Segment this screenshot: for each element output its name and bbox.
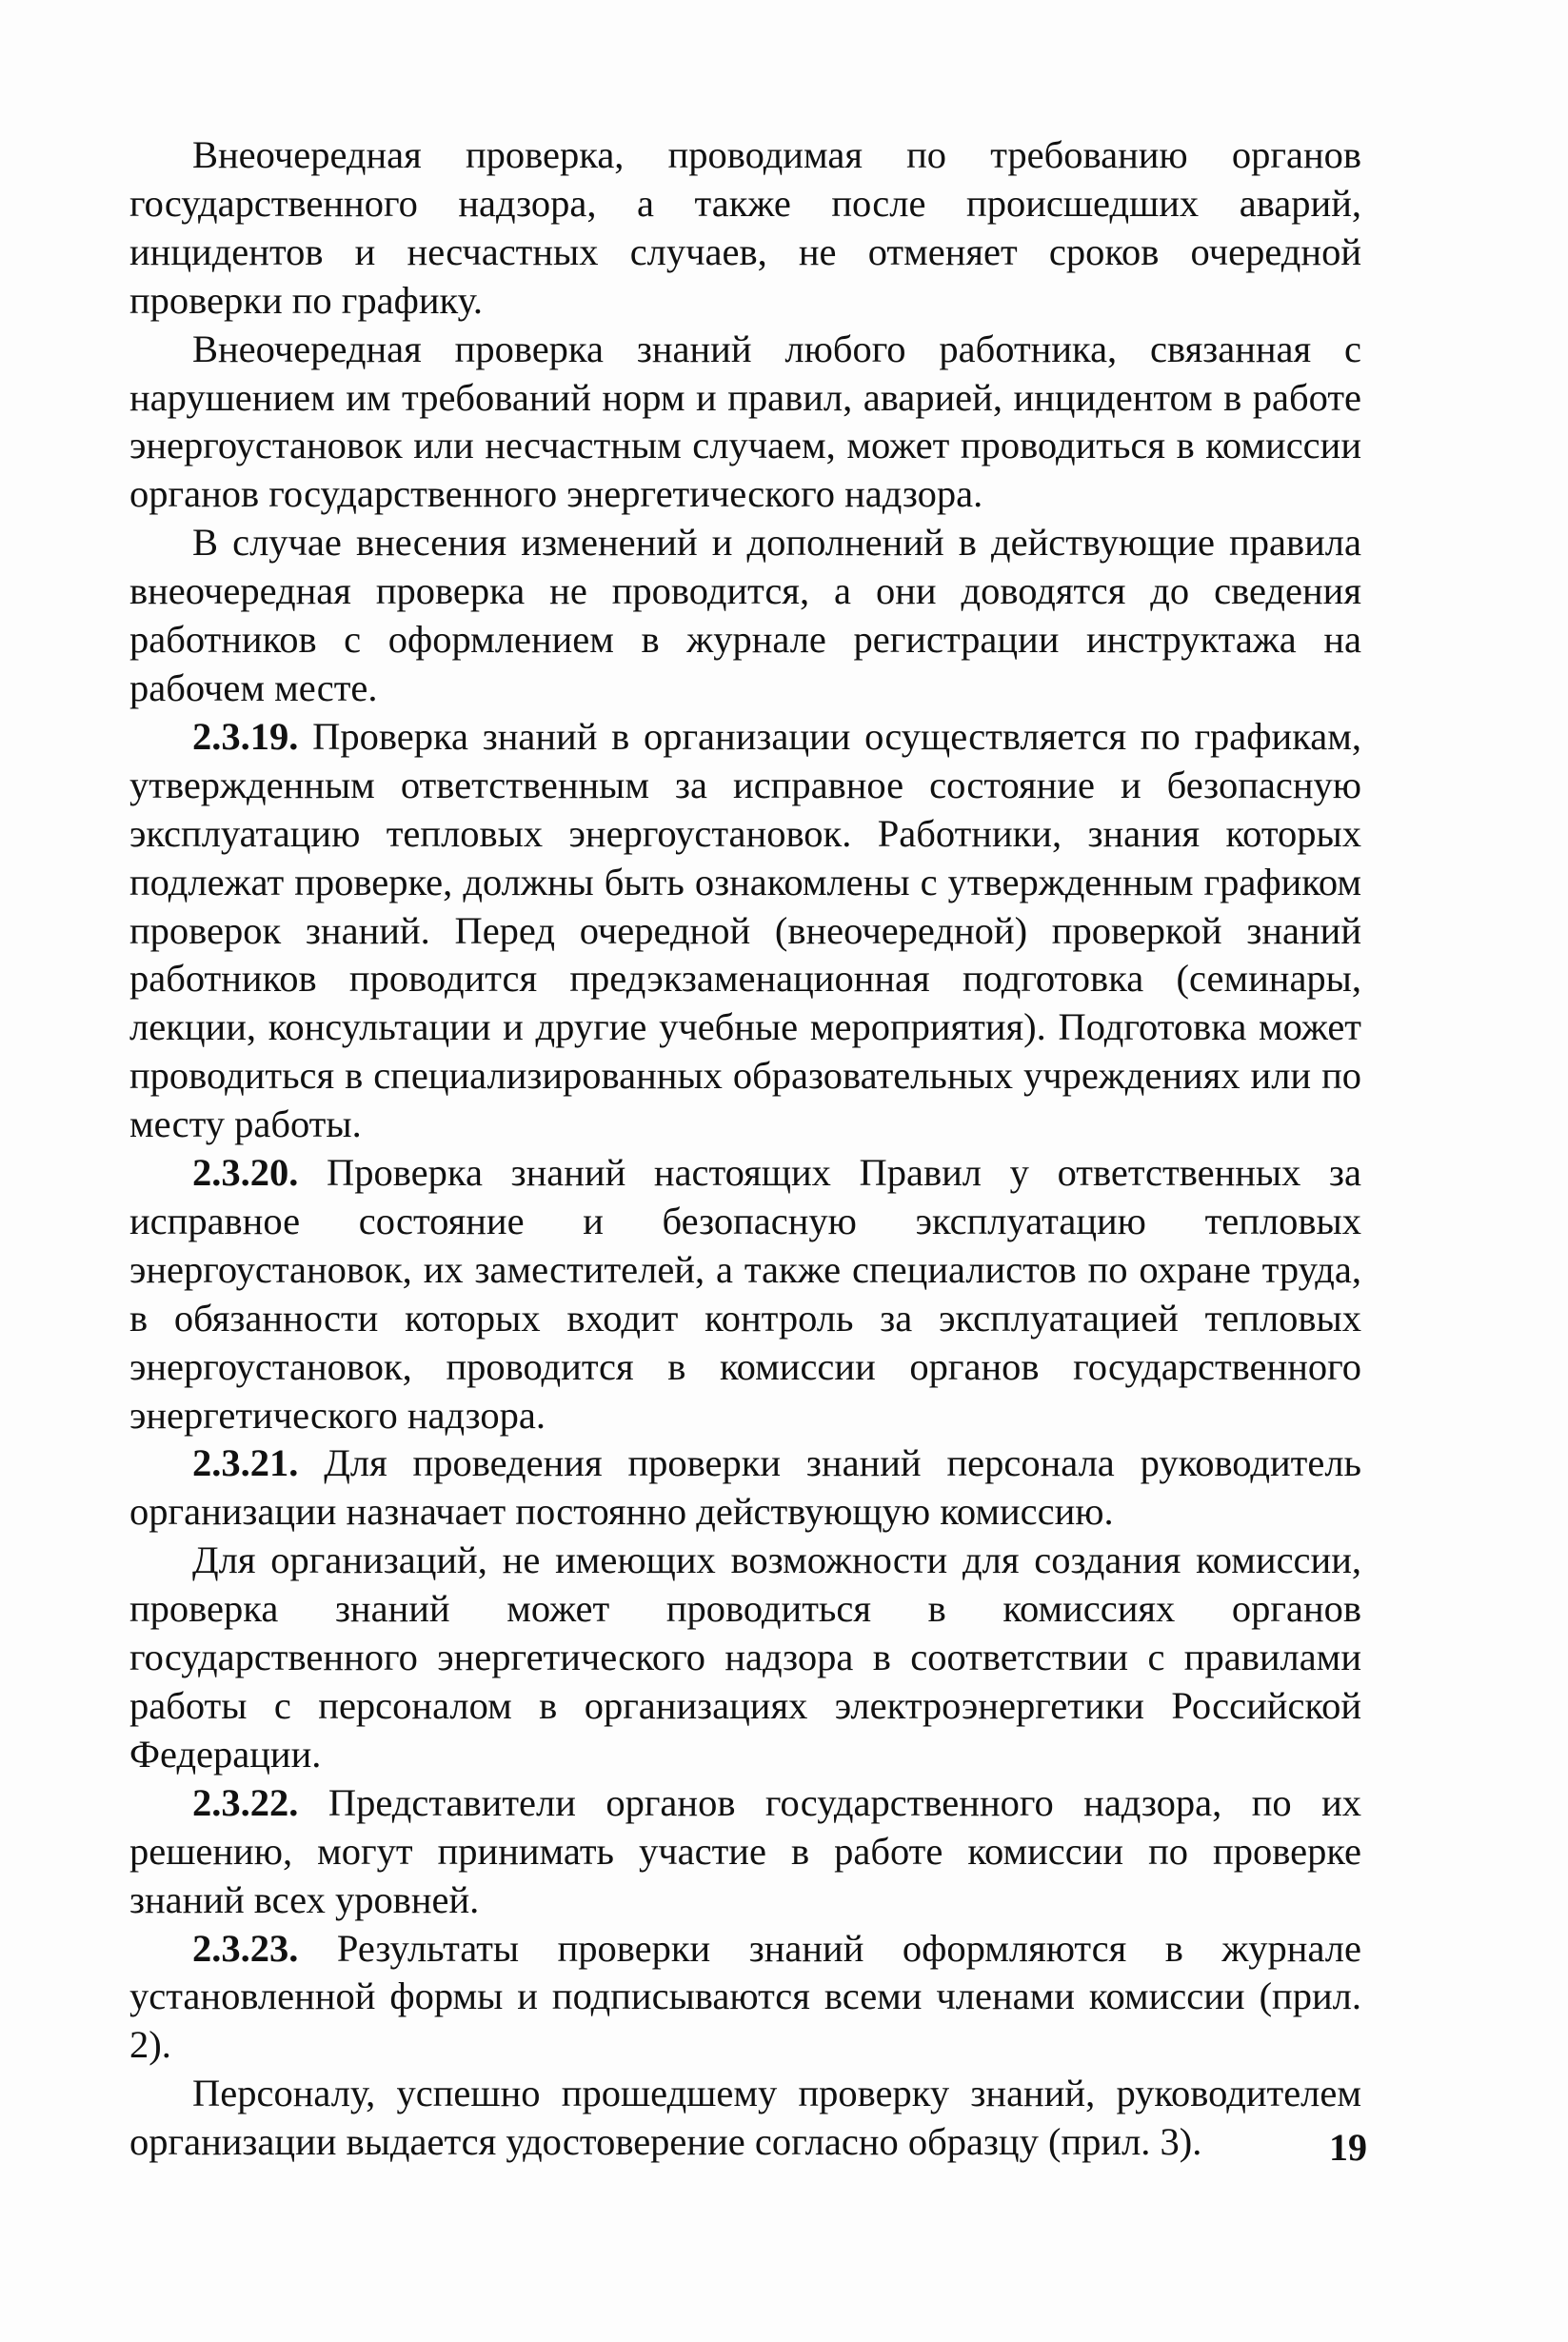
paragraph [129,1925,1361,2071]
page-number: 19 [1329,2126,1367,2169]
paragraph-text: Представители органов государственного надзора, по их решению, могут принимать участие в работе комиссии по проверке знаний всех уровней. [129,1780,1362,1921]
paragraph-text: Внеочередная проверка знаний любого работника, связанная с нарушением им требований норм и правил, аварией, инцидентом в работе энергоустановок или несчастным случаем, может проводиться в комиссии органов государственного энергетического надзора. [129,327,1361,516]
paragraph-text: Персоналу, успешно прошедшему проверку знаний, руководителем организации выдается удостоверение согласно образцу (прил. 3). [129,2072,1361,2164]
paragraph [129,1439,1361,1537]
paragraph [129,2070,1361,2167]
paragraph-text: Проверка знаний в организации осуществляется по графикам, утвержденным ответственным за исправное состояние и безопасную эксплуатацию тепловых энергоустановок. Работники, знания которых подлежат проверке, должны быть ознакомлены с утвержденным графиком проверок знаний. Перед очередной (внеочередной) проверкой знаний работников проводится предэкзаменационная подготовка (семинары, лекции, консультации и другие учебные мероприятия). Подготовка может проводиться в специализированных образовательных учреждениях или по месту работы. [129,714,1361,1146]
paragraph [129,519,1361,713]
paragraph [129,1537,1361,1779]
paragraph-text: Внеочередная проверка, проводимая по требованию органов государственного надзора, а также после происшедших аварий, инцидентов и несчастных случаев, не отменяет сроков очередной проверки по графику. [129,133,1361,322]
paragraph [129,1779,1361,1925]
paragraph-text: Для организаций, не имеющих возможности для создания комиссии, проверка знаний может проводиться в комиссиях органов государственного энергетического надзора в соответствии с правилами работы с персоналом в организациях электроэнергетики Российской Федерации. [129,1538,1361,1776]
section-number: 2.3.23. [192,1926,299,1970]
paragraph [129,713,1361,1149]
paragraph [129,326,1361,520]
paragraph-text: В случае внесения изменений и дополнений в действующие правила внеочередная проверка не проводится, а они доводятся до сведения работников с оформлением в журнале регистрации инструктажа на рабочем месте. [129,521,1361,709]
paragraph [129,131,1361,326]
paragraph-text: Проверка знаний настоящих Правил у ответственных за исправное состояние и безопасную эксплуатацию тепловых энергоустановок, их заместителей, а также специалистов по охране труда, в обязанности которых входит контроль за эксплуатацией тепловых энергоустановок, проводится в комиссии органов государственного энергетического надзора. [129,1151,1361,1437]
paragraph [129,1149,1361,1439]
section-number: 2.3.21. [192,1441,299,1485]
section-number: 2.3.19. [192,714,299,758]
paragraph-text: Результаты проверки знаний оформляются в журнале установленной формы и подписываются всеми членами комиссии (прил. 2). [129,1926,1361,2067]
section-number: 2.3.22. [192,1780,299,1824]
section-number: 2.3.20. [192,1151,299,1195]
body-text [129,131,1361,2167]
paragraph-text: Для проведения проверки знаний персонала руководитель организации назначает постоянно действующую комиссию. [129,1441,1362,1534]
